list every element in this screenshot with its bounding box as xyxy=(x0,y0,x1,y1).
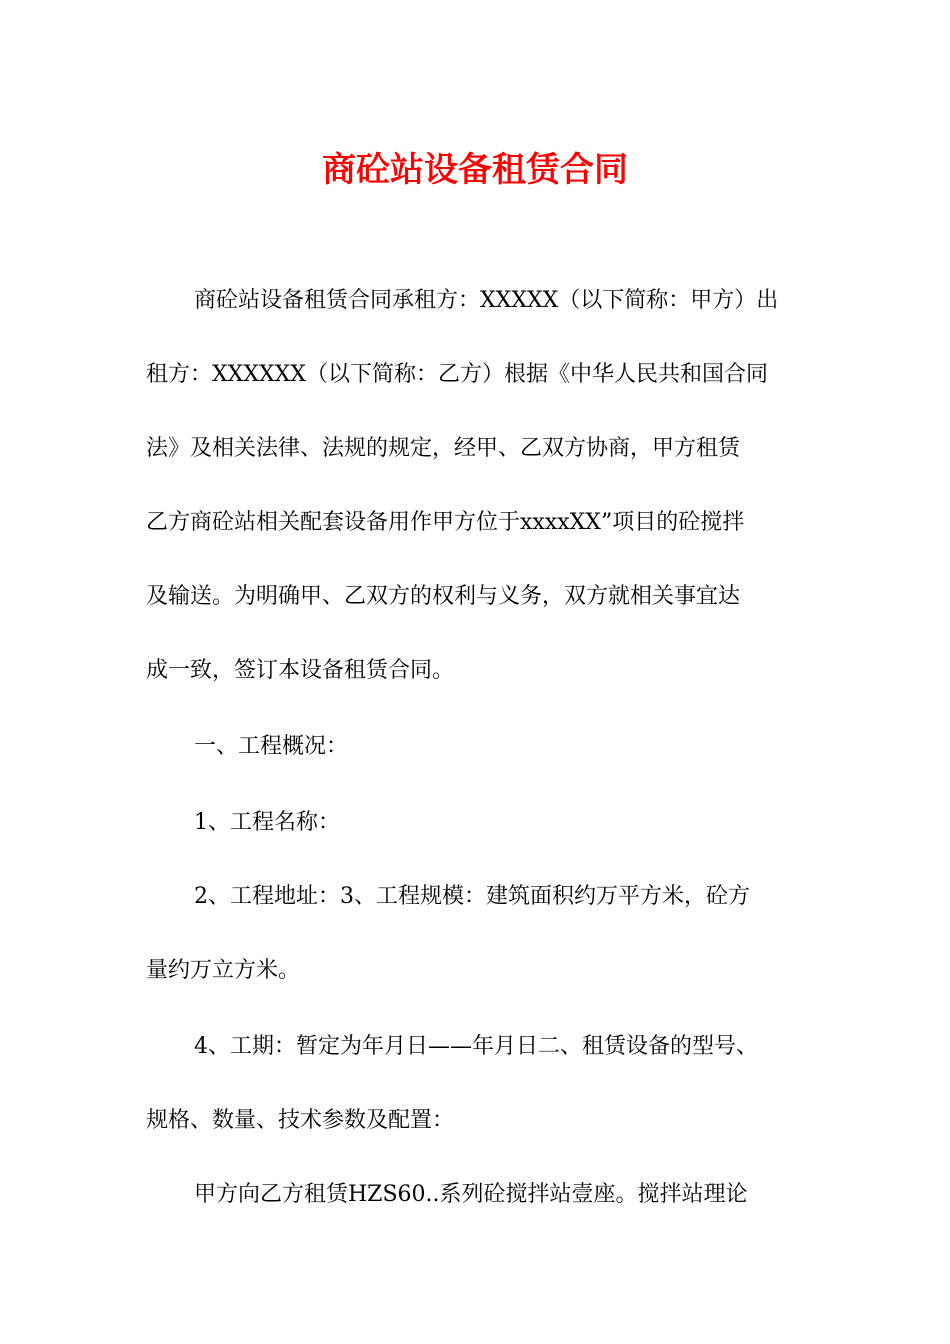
paragraph-line: 及输送。为明确甲、乙双方的权利与义务，双方就相关事宜达 xyxy=(146,584,741,609)
paragraph-line: 租方：XXXXXX（以下简称：乙方）根据《中华人民共和国合同 xyxy=(146,362,768,387)
list-item: 4、工期：暂定为年月日——年月日二、租赁设备的型号、 xyxy=(194,1034,758,1059)
paragraph-line: 规格、数量、技术参数及配置： xyxy=(146,1108,455,1133)
paragraph-line: 量约万立方米。 xyxy=(146,958,301,983)
paragraph-line: 商砼站设备租赁合同承租方：XXXXX（以下简称：甲方）出 xyxy=(194,288,779,313)
list-item: 2、工程地址：3、工程规模：建筑面积约万平方米，砼方 xyxy=(194,884,750,909)
section-heading: 一、工程概况： xyxy=(194,734,349,759)
paragraph-line: 甲方向乙方租赁HZS60..系列砼搅拌站壹座。搅拌站理论 xyxy=(194,1182,748,1207)
paragraph-line: 成一致，签订本设备租赁合同。 xyxy=(146,658,455,683)
paragraph-line: 法》及相关法律、法规的规定，经甲、乙双方协商，甲方租赁 xyxy=(146,436,741,461)
list-item: 1、工程名称： xyxy=(194,810,340,835)
document-title: 商砼站设备租赁合同 xyxy=(322,150,628,190)
paragraph-line: 乙方商砼站相关配套设备用作甲方位于xxxxXX”项目的砼搅拌 xyxy=(146,510,745,535)
